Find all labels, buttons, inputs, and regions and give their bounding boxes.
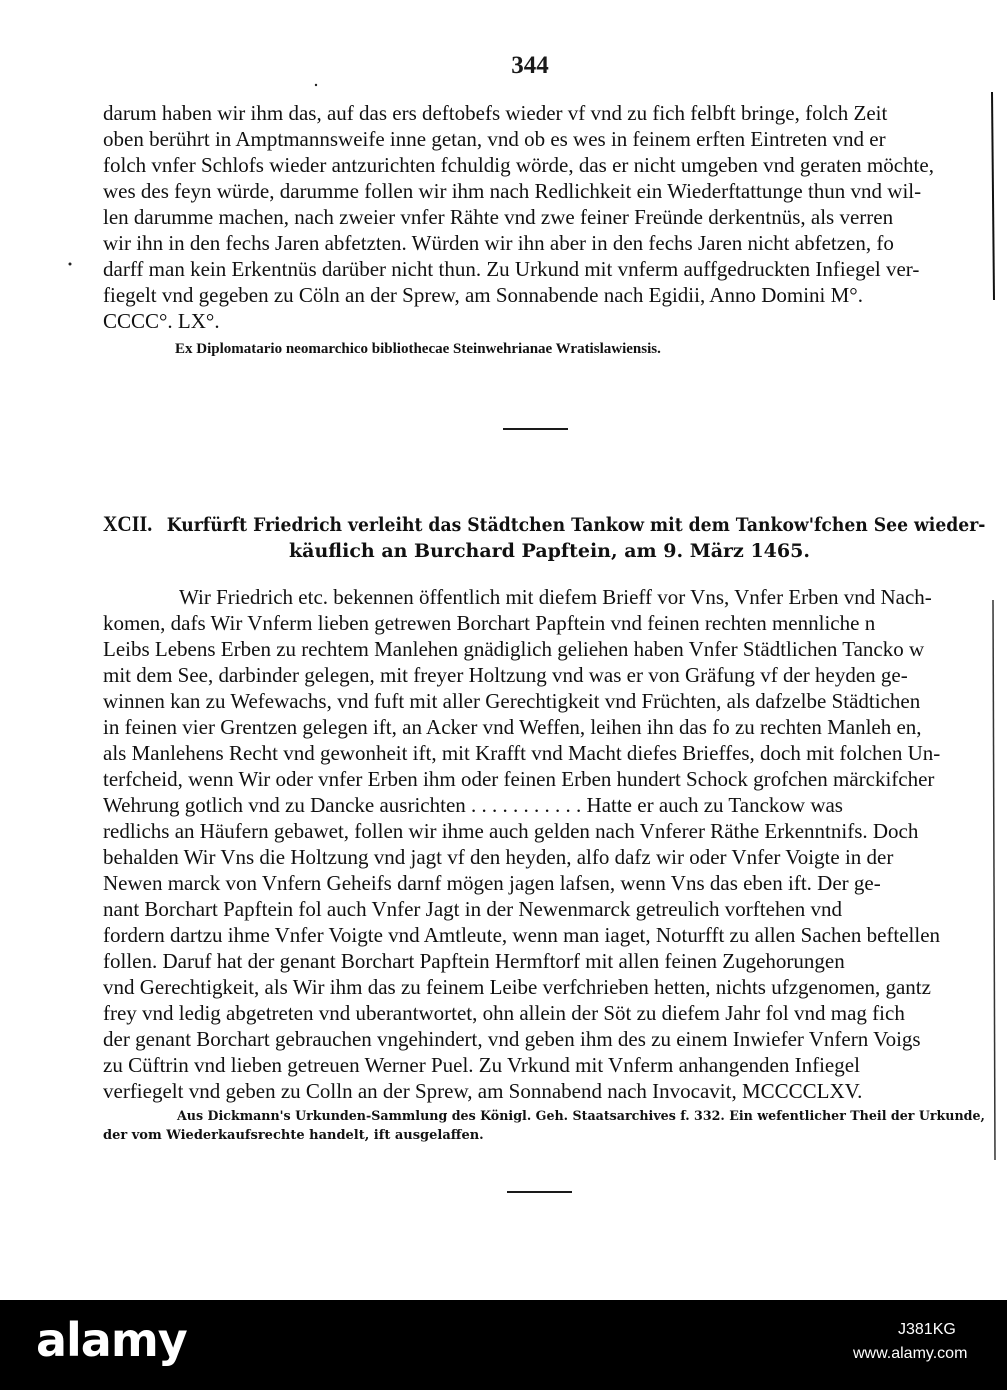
text-line: Leibs Lebens Erben zu rechtem Manlehen gnädiglich geliehen haben Vnfer Städtlichen Tancko w bbox=[103, 637, 925, 661]
text-line: frey vnd ledig abgetreten vnd uberantwortet, ohn allein der Söt zu diefem Jahr fol vnd mag fich bbox=[103, 1001, 905, 1025]
text-line: darff man kein Erkentnüs darüber nicht thun. Zu Urkund mit vnferm auffgedruckten Infiegel ver- bbox=[103, 257, 920, 281]
text-line: komen, dafs Wir Vnferm lieben getrewen Borchart Papftein vnd feinen rechten mennliche n bbox=[103, 611, 876, 635]
footnote-line1: Aus Dickmann's Urkunden-Sammlung des Königl. Geh. Staatsarchives f. 332. Ein wefentlicher Theil der Urkunde, bbox=[177, 1109, 985, 1124]
text-line: der genant Borchart gebrauchen vngehindert, vnd geben ihm des zu einem Inwiefer Vnfern Voigs bbox=[103, 1027, 921, 1051]
text-line: Newen marck von Vnfern Geheifs darnf mögen jagen lafsen, wenn Vns das eben ift. Der ge- bbox=[103, 871, 881, 895]
text-line: mit dem See, darbinder gelegen, mit freyer Holtzung vnd was er von Gräfung vf der heyden ge- bbox=[103, 663, 908, 687]
text-line: Wir Friedrich etc. bekennen öffentlich mit diefem Brieff vor Vns, Vnfer Erben vnd Nach- bbox=[179, 585, 932, 609]
text-line: redlichs an Häufern gebawet, follen wir ihme auch gelden nach Vnferer Räthe Erkenntnifs. Doch bbox=[103, 819, 919, 843]
heading-line1: Kurfürft Friedrich verleiht das Städtchen Tankow mit dem Tankow'fchen See wieder- bbox=[166, 514, 986, 536]
scan-edge-line bbox=[993, 600, 995, 1160]
text-line: behalden Wir Vns die Holtzung vnd jagt vf den heyden, alfo dafz wir oder Vnfer Voigte in der bbox=[103, 845, 894, 869]
watermark-url: www.alamy.com bbox=[853, 1345, 968, 1362]
text-line: darum haben wir ihm das, auf das ers deftobefs wieder vf vnd zu fich felbft bringe, folch Zeit bbox=[103, 101, 888, 125]
scan-dot bbox=[69, 263, 72, 266]
footnote-line2: der vom Wiederkaufsrechte handelt, ift ausgelaffen. bbox=[103, 1128, 484, 1143]
divider-rule bbox=[503, 428, 568, 430]
scan-edge-line bbox=[992, 92, 994, 300]
heading-line2: käuflich an Burchard Papftein, am 9. März 1465. bbox=[289, 540, 810, 562]
source-note: Ex Diplomatario neomarchico bibliothecae Steinwehrianae Wratislawiensis. bbox=[175, 341, 661, 357]
text-line: wir ihn in den fechs Jaren abfetzten. Würden wir ihn aber in den fechs Jaren nicht abfetzen, fo bbox=[103, 231, 894, 255]
text-line: oben berührt in Amptmannsweife inne getan, vnd ob es wes in feinem erften Eintreten vnd er bbox=[103, 127, 886, 151]
text-line: als Manlehens Recht vnd gewonheit ift, mit Krafft vnd Macht diefes Brieffes, doch mit folchen Un- bbox=[103, 741, 941, 765]
text-line: verfiegelt vnd geben zu Colln an der Sprew, am Sonnabend nach Invocavit, MCCCCLXV. bbox=[103, 1079, 863, 1103]
text-line: nant Borchart Papftein fol auch Vnfer Jagt in der Newenmarck getreulich vorftehen vnd bbox=[103, 897, 843, 921]
text-line: winnen kan zu Wefewachs, vnd fuft mit aller Gerechtigkeit vnd Früchten, als dafzelbe Städtichen bbox=[103, 689, 921, 713]
text-line: zu Cüftrin vnd lieben getreuen Werner Puel. Zu Vrkund mit Vnferm anhangenden Infiegel bbox=[103, 1053, 860, 1077]
text-line: folch vnfer Schlofs wieder antzurichten fchuldig wörde, das er nicht umgeben vnd geraten möchte, bbox=[103, 153, 934, 177]
alamy-logo: alamy bbox=[36, 1313, 187, 1367]
scan-dot bbox=[315, 84, 317, 86]
text-line: Wehrung gotlich vnd zu Dancke ausrichten . . . . . . . . . . . Hatte er auch zu Tanckow was bbox=[103, 793, 843, 817]
text-line: terfcheid, wenn Wir oder vnfer Erben ihm oder feinen Erben hundert Schock grofchen märckifcher bbox=[103, 767, 935, 791]
section-heading bbox=[103, 512, 985, 537]
divider-rule bbox=[507, 1191, 572, 1193]
text-line: CCCC°. LX°. bbox=[103, 309, 220, 333]
text-line: follen. Daruf hat der genant Borchart Papftein Hermftorf mit allen feinen Zugehorungen bbox=[103, 949, 845, 973]
text-line: wes des feyn würde, darumme follen wir ihm nach Redlichkeit ein Wiederftattunge thun vnd wil- bbox=[103, 179, 922, 203]
text-line: fiegelt vnd gegeben zu Cöln an der Sprew, am Sonnabende nach Egidii, Anno Domini M°. bbox=[103, 283, 863, 307]
image-id: J381KG bbox=[898, 1321, 956, 1338]
text-line: vnd Gerechtigkeit, als Wir ihm das zu feinem Leibe verfchrieben hetten, nichts ufzgenomen, gantz bbox=[103, 975, 931, 999]
text-line: in feinen vier Grentzen gelegen ift, an Acker vnd Weffen, leihen ihn das fo zu rechten Manleh en, bbox=[103, 715, 922, 739]
text-line: fordern dartzu ihme Vnfer Voigte vnd Amtleute, wenn man iaget, Noturfft zu allen Sachen beftellen bbox=[103, 923, 941, 947]
section-numeral: XCII. bbox=[103, 511, 153, 536]
text-line: len darumme machen, nach zweier vnfer Rähte vnd zwe feiner Freünde derkentnüs, als verren bbox=[103, 205, 894, 229]
page-number: 344 bbox=[511, 52, 549, 79]
